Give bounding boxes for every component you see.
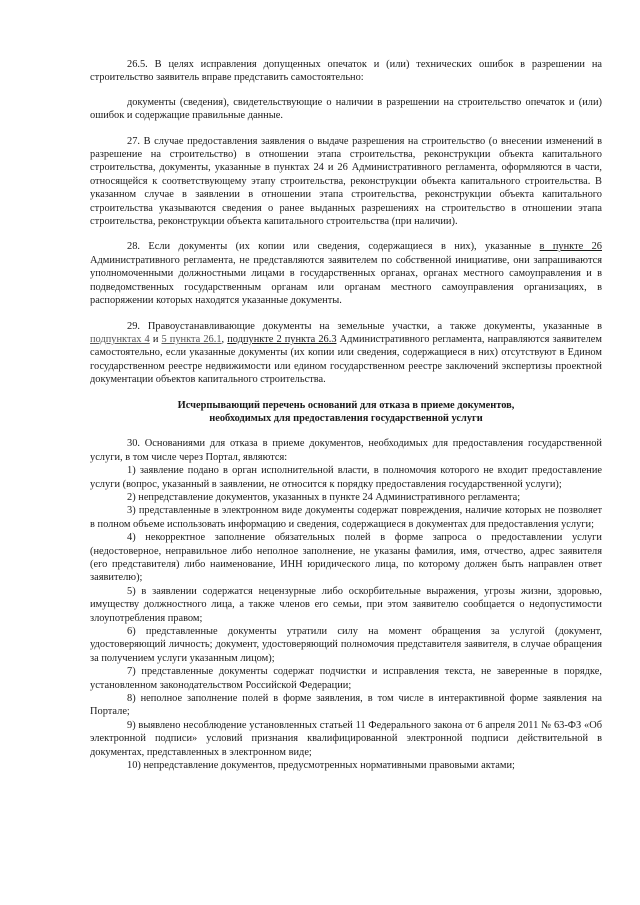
paragraph-26-5: 26.5. В целях исправления допущенных опечаток и (или) технических ошибок в разрешении на строительство заявитель вправе представить самостоятельно: [90, 59, 602, 84]
list-item: 3) представленные в электронном виде документы содержат повреждения, наличие которых не позволяет в полном объеме использовать информацию и сведения, содержащиеся в документах для предоставления услуги; [90, 505, 602, 530]
list-item: 1) заявление подано в орган исполнительной власти, в полномочия которого не входит предоставление услуги (вопрос, указанный в заявлении, не относится к порядку предоставления государственной услуги); [90, 465, 602, 490]
paragraph-29-sep: , [221, 333, 228, 345]
link-point-26-1[interactable]: 5 пункта 26.1 [161, 333, 222, 345]
section-heading: Исчерпывающий перечень оснований для отказа в приеме документов, необходимых для предоставления государственной услуги [177, 399, 515, 424]
list-item: 9) выявлено несоблюдение установленных статьей 11 Федерального закона от 6 апреля 2011 № 63-ФЗ «Об электронной подписи» условий признания квалифицированной электронной подписи действительной в документах, представленных в электронном виде; [90, 719, 602, 758]
list-item: 2) непредставление документов, указанных в пункте 24 Административного регламента; [127, 491, 521, 503]
paragraph-28-text: 28. Если документы (их копии или сведения, содержащиеся в них), указанные [127, 241, 540, 253]
list-item: 8) неполное заполнение полей в форме заявления, в том числе в интерактивной форме заявления на Портале; [90, 693, 602, 718]
paragraph-29 [90, 320, 602, 387]
paragraph-29-text: 29. Правоустанавливающие документы на земельные участки, а также документы, указанные в [127, 320, 602, 332]
paragraph-28-text-end: Административного регламента, не представляются заявителем по собственной инициативе, они запрашиваются уполномоченными должностными лицами в государственных органах, органах местного самоуправления и в подведомственных государственным органам или органам местного самоуправления организациях, в распоряжении которых находятся указанные документы. [90, 254, 602, 307]
list-item: 5) в заявлении содержатся нецензурные либо оскорбительные выражения, угрозы жизни, здоровью, имуществу должностного лица, а также членов его семьи, при этом заявителю сообщается о недопустимости злоупотребления правом; [90, 585, 602, 624]
list-item: 4) некорректное заполнение обязательных полей в форме запроса о предоставлении услуги (недостоверное, неправильное либо неполное заполнение, не указаны фамилия, имя, отчество, адрес заявителя (его представителя) либо наименование, ИНН юридического лица, по которому должен быть направлен ответ заявителю); [90, 532, 602, 584]
paragraph-29-conj: и [149, 333, 162, 345]
paragraph-29-text-end: Административного регламента, направляются заявителем самостоятельно, если указанные документы (их копии или сведения, содержащиеся в них) отсутствуют в Едином государственном реестре недвижимости или едином государственном реестре заключений экспертизы проектной документации объектов капитального строительства. [90, 333, 602, 386]
link-point-26-3[interactable]: подпункте 2 пункта 26.3 [227, 333, 337, 345]
link-subpoints-4[interactable]: подпунктах 4 [90, 333, 150, 345]
link-point-26[interactable]: в пункте 26 [539, 241, 602, 253]
paragraph-27: 27. В случае предоставления заявления о выдаче разрешения на строительство (о внесении изменений в разрешение на строительство) в отношении этапа строительства, реконструкции объекта капитального строительства, документы, указанные в пунктах 24 и 26 Административного регламента, оформляются в части, относящейся к соответствующему этапу строительства, реконструкции объекта капитального строительства. В указанном случае в заявлении в отношении этапа строительства, реконструкции объекта капитального строительства указываются сведения о ранее выданных разрешениях на строительство в отношении этапа строительства, реконструкции объекта капитального строительства (при наличии). [90, 135, 602, 228]
list-item: 10) непредставление документов, предусмотренных нормативными правовыми актами; [127, 760, 515, 772]
document-page [90, 58, 602, 773]
paragraph-26-5-documents: документы (сведения), свидетельствующие о наличии в разрешении на строительство опечаток и (или) ошибок и содержащие правильные данные. [90, 96, 602, 122]
list-item: 7) представленные документы содержат подчистки и исправления текста, не заверенные в порядке, установленном законодательством Российской Федерации; [90, 666, 602, 691]
paragraph-28 [90, 240, 602, 307]
paragraph-30: 30. Основаниями для отказа в приеме документов, необходимых для предоставления государственной услуги, в том числе через Портал, являются: [90, 438, 602, 463]
list-item: 6) представленные документы утратили силу на момент обращения за услугой (документ, удостоверяющий личность; документ, удостоверяющий полномочия представителя заявителя, в случае обращения за получением услуги указанным лицом); [90, 626, 602, 664]
